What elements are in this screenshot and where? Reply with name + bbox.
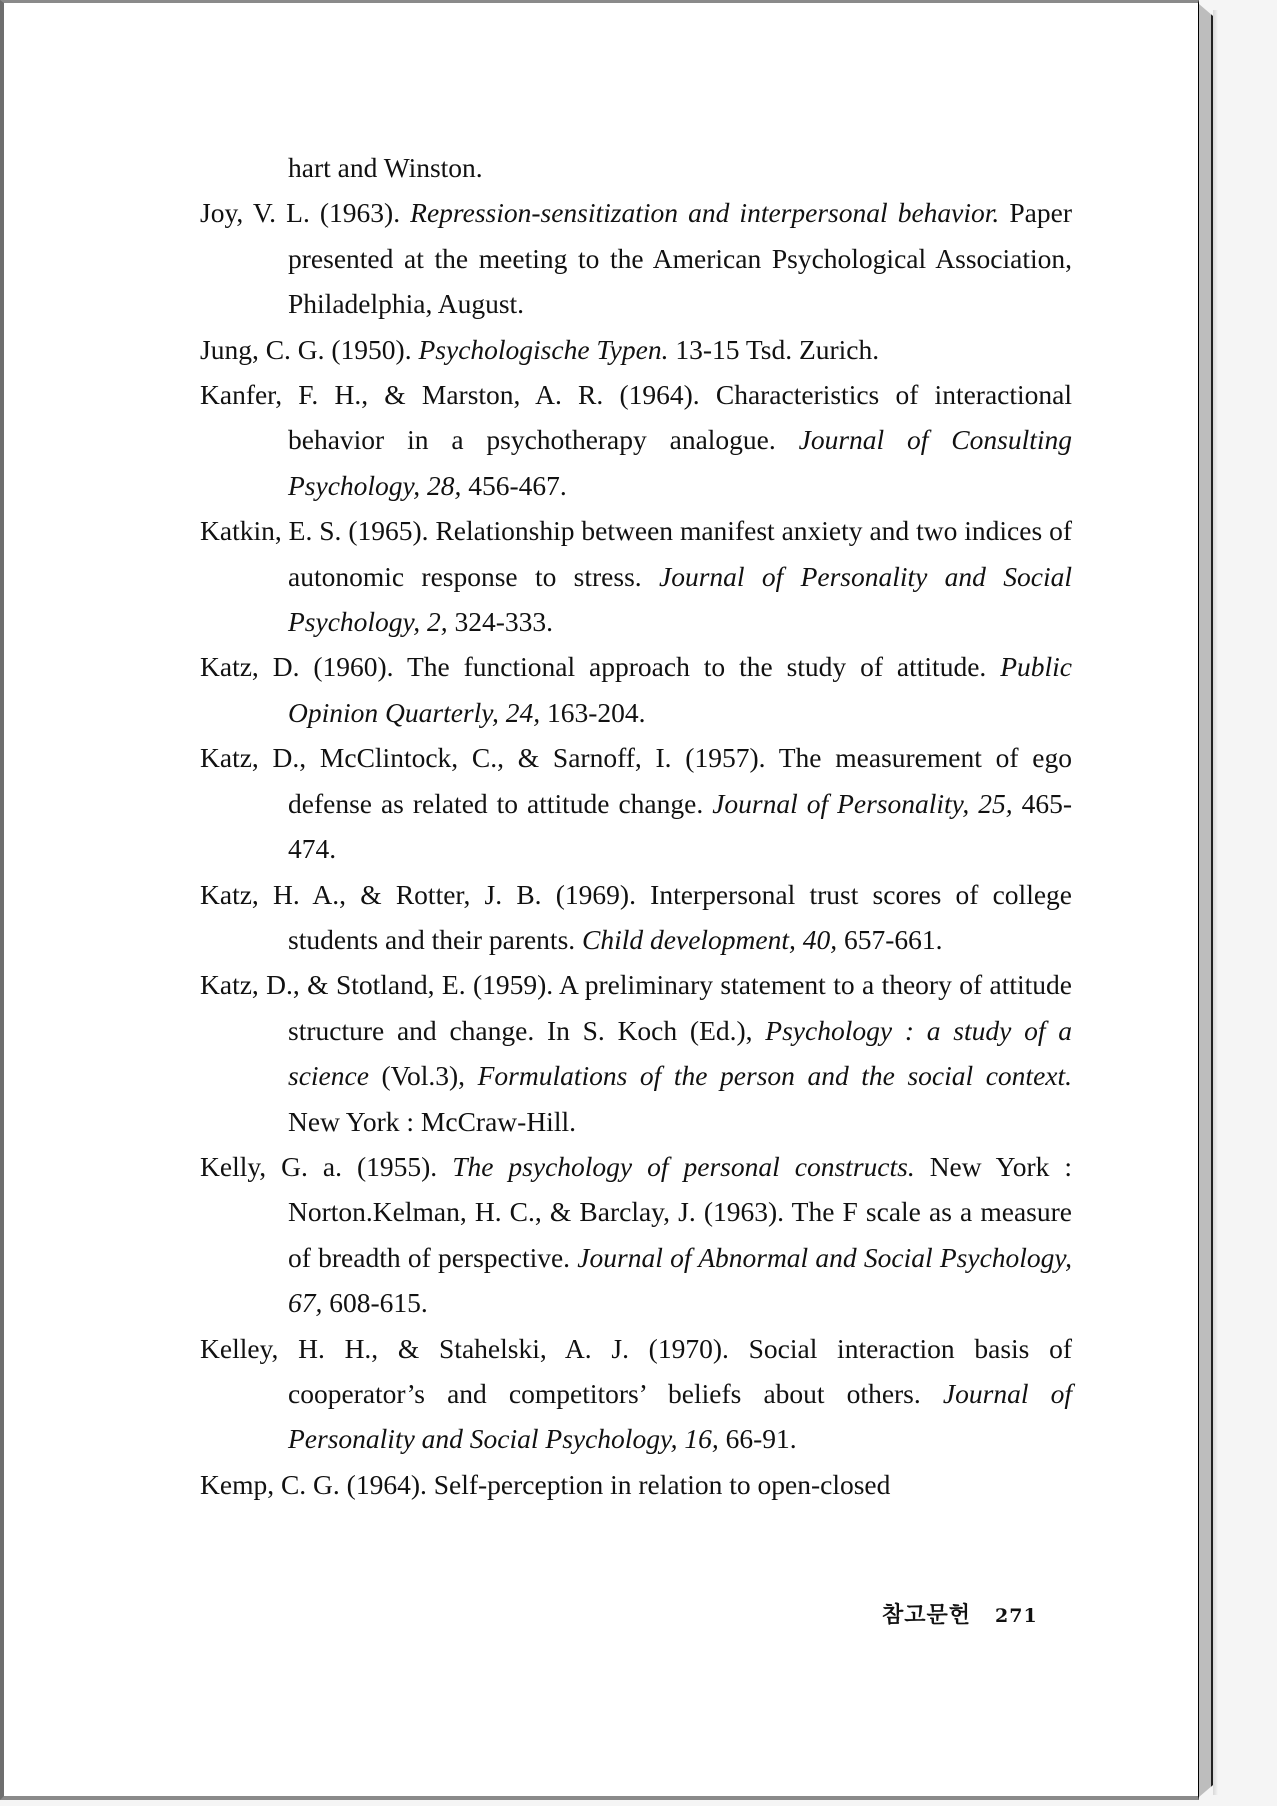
reference-text: 456-467. bbox=[461, 469, 567, 501]
reference-entry bbox=[200, 872, 1072, 963]
reference-text: New York : Norton.Kelman, H. C., & Barclay, J. (1963). The F scale as a measure of breadth of perspective. bbox=[288, 1150, 1072, 1273]
reference-title-italic: The psychology of personal constructs. bbox=[452, 1150, 915, 1182]
reference-title-italic: Journal of Personality and Social Psychology, 2, bbox=[288, 560, 1072, 638]
reference-text: (Vol.3), bbox=[368, 1060, 478, 1092]
reference-entry bbox=[200, 1144, 1072, 1326]
reference-text: New York : McCraw-Hill. bbox=[288, 1105, 576, 1137]
page-edge bbox=[1199, 4, 1213, 1797]
reference-text: Katz, H. A., & Rotter, J. B. (1969). Interpersonal trust scores of college students and their parents. bbox=[200, 878, 1072, 955]
reference-text: 608-615. bbox=[322, 1287, 428, 1319]
reference-text: Kelly, G. a. (1955). bbox=[200, 1150, 453, 1182]
reference-title-italic: Repression-sensitization and interpersonal behavior. bbox=[410, 197, 1000, 229]
reference-text: 66-91. bbox=[718, 1423, 797, 1455]
reference-entry bbox=[200, 1462, 1072, 1507]
reference-text: Joy, V. L. (1963). bbox=[200, 197, 411, 229]
reference-entry bbox=[200, 644, 1072, 735]
page-number: 271 bbox=[995, 1605, 1038, 1627]
reference-title-italic: Journal of Personality, 25, bbox=[712, 787, 1013, 819]
reference-title-italic: Journal of Personality and Social Psychology, 16, bbox=[288, 1377, 1072, 1455]
reference-title-italic: Psychologische Typen. bbox=[418, 333, 669, 365]
reference-text: 13-15 Tsd. Zurich. bbox=[668, 333, 880, 365]
reference-title-italic: Child development, 40, bbox=[582, 923, 838, 955]
reference-entry bbox=[200, 190, 1072, 326]
reference-text: Jung, C. G. (1950). bbox=[200, 333, 419, 365]
reference-text: Kelley, H. H., & Stahelski, A. J. (1970). Social interaction basis of cooperator’s and competitors’ beliefs about others. bbox=[200, 1332, 1072, 1409]
reference-entries bbox=[200, 190, 1072, 1507]
reference-text: 163-204. bbox=[540, 696, 646, 728]
reference-text: 465-474. bbox=[288, 787, 1072, 865]
reference-list bbox=[200, 145, 1072, 1507]
reference-entry bbox=[200, 1326, 1072, 1462]
reference-entry bbox=[200, 508, 1072, 644]
reference-text: Katkin, E. S. (1965). Relationship between manifest anxiety and two indices of autonomic response to stress. bbox=[200, 515, 1072, 592]
reference-text: Katz, D., McClintock, C., & Sarnoff, I. (1957). The measurement of ego defense as related to attitude change. bbox=[200, 742, 1072, 819]
reference-text: 324-333. bbox=[447, 606, 554, 638]
reference-entry bbox=[200, 372, 1072, 508]
reference-title-italic: Psychology : a study of a science bbox=[288, 1014, 1072, 1092]
reference-entry bbox=[200, 735, 1072, 871]
reference-title-italic: Journal of Abnormal and Social Psychology, 67, bbox=[288, 1241, 1072, 1319]
page-edge-shadow bbox=[1213, 10, 1218, 1795]
reference-text: Kanfer, F. H., & Marston, A. R. (1964). Characteristics of interactional behavior in a psychotherapy analogue. bbox=[200, 379, 1072, 456]
reference-text: 657-661. bbox=[837, 923, 943, 955]
reference-entry bbox=[200, 327, 1072, 372]
reference-text: Kemp, C. G. (1964). Self-perception in relation to open-closed bbox=[200, 1468, 891, 1500]
reference-title-italic: Public Opinion Quarterly, 24, bbox=[288, 651, 1072, 728]
reference-title-italic: Formulations of the person and the social context. bbox=[477, 1060, 1072, 1092]
running-section-title: 참고문헌 bbox=[882, 1603, 972, 1628]
reference-text: Katz, D. (1960). The functional approach to the study of attitude. bbox=[200, 651, 1001, 683]
page-footer bbox=[882, 1598, 1038, 1629]
reference-text: Paper presented at the meeting to the American Psychological Association, Philadelphia, August. bbox=[288, 197, 1072, 320]
reference-continuation: hart and Winston. bbox=[288, 152, 483, 183]
reference-text: Katz, D., & Stotland, E. (1959). A preliminary statement to a theory of attitude structure and change. In S. Koch (Ed.), bbox=[200, 969, 1072, 1046]
reference-entry bbox=[200, 962, 1072, 1144]
reference-title-italic: Journal of Consulting Psychology, 28, bbox=[288, 424, 1073, 501]
